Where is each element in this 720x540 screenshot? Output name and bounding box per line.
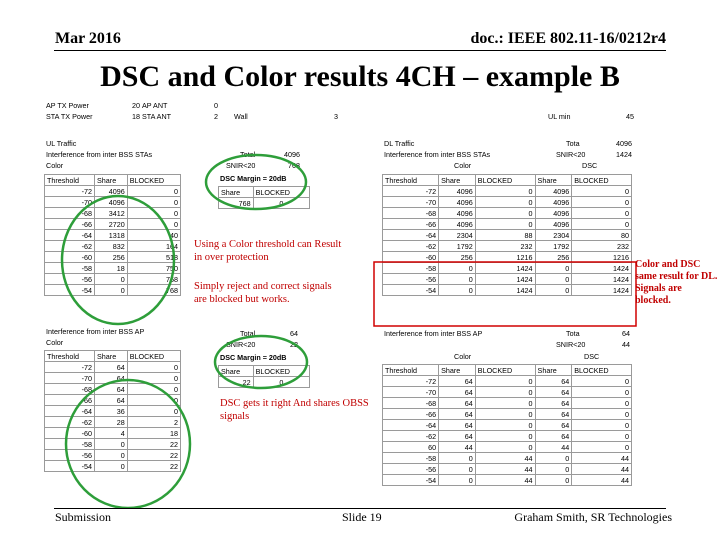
ap-ul-blocked-circle: [66, 380, 190, 508]
ap-dl-cell: 44: [439, 442, 476, 453]
ap-dl-cell: 0: [535, 475, 572, 486]
ul-cell: -60: [45, 252, 95, 263]
footer-rule: [54, 508, 666, 509]
ul-cell: -56: [45, 274, 95, 285]
ap-dl-cell: 0: [439, 453, 476, 464]
ap-ul-cell: 0: [127, 362, 180, 373]
ap-ul-cell: 28: [95, 417, 128, 428]
dl-cell: 0: [572, 197, 632, 208]
ul-col-header: BLOCKED: [127, 175, 180, 186]
ap-ul-cell: 36: [95, 406, 128, 417]
ap-ul-dsc-share: 22: [219, 377, 254, 388]
ap-ul-cell: -54: [45, 461, 95, 472]
dl-col-header: Share: [439, 175, 476, 186]
ap-ul-snir-label: SNIR<20: [226, 340, 256, 349]
dl-cell: -54: [383, 285, 439, 296]
ap-ul-dsc-margin-label: DSC Margin = 20dB: [220, 353, 287, 362]
header-rule: [54, 50, 666, 51]
footer-submission: Submission: [55, 510, 112, 524]
ap-ul-cell: 0: [127, 384, 180, 395]
dl-cell: 0: [535, 285, 572, 296]
dl-col-header: BLOCKED: [475, 175, 535, 186]
dl-cell: 0: [475, 197, 535, 208]
ul-cell: 0: [127, 186, 180, 197]
sta-tx-power-value: 18: [132, 112, 140, 121]
ap-ul-total-label: Total: [240, 329, 256, 338]
dl-cell: -62: [383, 241, 439, 252]
dl-col-header: BLOCKED: [572, 175, 632, 186]
ap-dl-cell: 64: [535, 431, 572, 442]
ap-dl-cell: 0: [475, 409, 535, 420]
dl-cell: -56: [383, 274, 439, 285]
ap-ul-cell: 64: [95, 384, 128, 395]
ap-ul-cell: 0: [95, 461, 128, 472]
dl-col-header: Share: [535, 175, 572, 186]
ap-ul-cell: 0: [127, 406, 180, 417]
ap-ul-col-header: BLOCKED: [127, 351, 180, 362]
ul-cell: 0: [127, 208, 180, 219]
ul-cell: -68: [45, 208, 95, 219]
ap-dl-col-header: Share: [535, 365, 572, 376]
ap-dl-cell: 64: [439, 409, 476, 420]
ap-ant-label: AP ANT: [142, 101, 168, 110]
ul-color-label: Color: [46, 161, 64, 170]
ap-dl-cell: 44: [475, 475, 535, 486]
ul-traffic-label: UL Traffic: [46, 139, 77, 148]
ul-cell: 4096: [95, 186, 128, 197]
dl-cell: 1424: [572, 274, 632, 285]
ap-dl-cell: 44: [475, 453, 535, 464]
ul-cell: 518: [127, 252, 180, 263]
ap-ul-cell: 22: [127, 450, 180, 461]
ul-dsc-share: 768: [219, 198, 254, 209]
dl-cell: 4096: [535, 208, 572, 219]
ap-ul-dsc-circle: [215, 336, 307, 388]
ap-ul-cell: 64: [95, 362, 128, 373]
ap-ul-cell: -68: [45, 384, 95, 395]
ul-dsc-circle: [206, 155, 306, 209]
dl-cell: 1216: [475, 252, 535, 263]
ap-dl-cell: -62: [383, 431, 439, 442]
footer-author: Graham Smith, SR Technologies: [514, 510, 672, 524]
ul-cell: 256: [95, 252, 128, 263]
dl-cell: 80: [572, 230, 632, 241]
dl-cell: 0: [439, 285, 476, 296]
dl-cell: -60: [383, 252, 439, 263]
ap-dl-cell: 64: [439, 387, 476, 398]
note-color-threshold: Using a Color threshold can Result in over protection: [194, 239, 342, 263]
wall-value: 3: [334, 112, 338, 121]
wall-label: Wall: [234, 112, 248, 121]
dl-cell: 232: [475, 241, 535, 252]
ul-dsc-blocked: 0: [253, 198, 309, 209]
dl-cell: 232: [572, 241, 632, 252]
ap-ul-cell: 22: [127, 461, 180, 472]
note-dsc-right: DSC gets it right And shares OBSS signals: [220, 398, 369, 422]
ul-col-header: Threshold: [45, 175, 95, 186]
slide-title: DSC and Color results 4CH – example B: [100, 60, 620, 93]
dl-color-label: Color: [454, 161, 472, 170]
ap-ul-total-value: 64: [290, 329, 298, 338]
dl-cell: 4096: [439, 186, 476, 197]
dl-cell: 4096: [439, 208, 476, 219]
dl-cell: 0: [572, 186, 632, 197]
dl-cell: 4096: [535, 197, 572, 208]
dl-snir-label: SNIR<20: [556, 150, 586, 159]
dl-cell: 1792: [535, 241, 572, 252]
ul-cell: -62: [45, 241, 95, 252]
ap-ul-cell: 18: [127, 428, 180, 439]
ul-cell: -64: [45, 230, 95, 241]
ap-tx-power-label: AP TX Power: [46, 101, 89, 110]
ul-cell: 0: [95, 274, 128, 285]
ap-ul-dsc-col-share: Share: [219, 366, 254, 377]
ap-dl-cell: 0: [475, 431, 535, 442]
ul-min-value: 45: [626, 112, 634, 121]
ap-dl-cell: 0: [475, 376, 535, 387]
annotation-overlay: [44, 98, 640, 508]
ap-dl-cell: 0: [535, 464, 572, 475]
ap-ul-cell: 64: [95, 373, 128, 384]
ap-ul-cell: -60: [45, 428, 95, 439]
ap-ul-cell: -64: [45, 406, 95, 417]
note-simply-reject: Simply reject and correct signals are blocked but works.: [194, 281, 332, 305]
ap-ul-color-label: Color: [46, 338, 64, 347]
dl-cell: 1792: [439, 241, 476, 252]
ap-ul-cell: 64: [95, 395, 128, 406]
dl-cell: -68: [383, 208, 439, 219]
dl-cell: -64: [383, 230, 439, 241]
ap-dl-cell: 44: [572, 453, 632, 464]
ul-cell: 768: [127, 285, 180, 296]
ap-ul-cell: 2: [127, 417, 180, 428]
ul-blocked-circle: [62, 196, 174, 324]
dl-cell: 1424: [475, 274, 535, 285]
dl-cell: 1424: [475, 263, 535, 274]
ul-cell: 4096: [95, 197, 128, 208]
ap-dl-color-label: Color: [454, 352, 472, 361]
dl-cell: -72: [383, 186, 439, 197]
dl-cell: 1424: [572, 263, 632, 274]
ul-cell: -54: [45, 285, 95, 296]
ap-dl-col-header: BLOCKED: [475, 365, 535, 376]
ap-ul-cell: 0: [95, 439, 128, 450]
dl-cell: 2304: [439, 230, 476, 241]
ap-ul-cell: 22: [127, 439, 180, 450]
dl-total-label: Tota: [566, 139, 580, 148]
dl-cell: 256: [439, 252, 476, 263]
ap-ul-col-header: Share: [95, 351, 128, 362]
ap-dl-total-label: Tota: [566, 329, 580, 338]
ap-dl-cell: 0: [572, 398, 632, 409]
ap-dl-cell: 64: [439, 376, 476, 387]
ul-min-label: UL min: [548, 112, 571, 121]
dl-cell: 0: [439, 274, 476, 285]
ap-dl-cell: 44: [535, 442, 572, 453]
ul-cell: -66: [45, 219, 95, 230]
ap-dl-cell: 64: [535, 398, 572, 409]
ul-total-label: Total: [240, 150, 256, 159]
ap-dl-cell: 64: [439, 398, 476, 409]
ap-dl-cell: -66: [383, 409, 439, 420]
ul-cell: 750: [127, 263, 180, 274]
ap-dl-cell: 64: [535, 376, 572, 387]
ul-cell: 0: [95, 285, 128, 296]
dl-cell: 4096: [535, 186, 572, 197]
ap-dl-col-header: Share: [439, 365, 476, 376]
ap-dl-cell: 0: [572, 387, 632, 398]
ul-cell: 768: [127, 274, 180, 285]
sta-ant-value: 2: [214, 112, 218, 121]
dl-cell: 2304: [535, 230, 572, 241]
dl-cell: 0: [475, 219, 535, 230]
ap-dl-cell: 64: [439, 431, 476, 442]
ap-ant-value: 0: [214, 101, 218, 110]
ul-cell: -70: [45, 197, 95, 208]
ap-dl-cell: 44: [475, 464, 535, 475]
ap-dl-cell: -72: [383, 376, 439, 387]
ap-dl-cell: 0: [475, 387, 535, 398]
ap-dl-cell: 0: [439, 475, 476, 486]
ap-dl-cell: -54: [383, 475, 439, 486]
ap-dl-cell: 44: [572, 475, 632, 486]
ap-dl-cell: 64: [535, 409, 572, 420]
ul-cell: 164: [127, 241, 180, 252]
ap-dl-interference-label: Interference from inter BSS AP: [384, 329, 483, 338]
ap-dl-cell: 0: [475, 398, 535, 409]
ul-cell: 40: [127, 230, 180, 241]
ul-col-header: Share: [95, 175, 128, 186]
ap-ul-cell: -70: [45, 373, 95, 384]
ap-dl-dsc-label: DSC: [584, 352, 600, 361]
ap-dl-total-value: 64: [622, 329, 630, 338]
dl-snir-value: 1424: [616, 150, 632, 159]
ap-dl-cell: -64: [383, 420, 439, 431]
ap-ul-interference-label: Interference from inter BSS AP: [46, 327, 145, 336]
ap-dl-cell: -70: [383, 387, 439, 398]
header-date: Mar 2016: [55, 30, 121, 47]
ap-ul-col-header: Threshold: [45, 351, 95, 362]
sta-ant-label: STA ANT: [142, 112, 172, 121]
ap-dl-col-header: Threshold: [383, 365, 439, 376]
ul-interference-label: Interference from inter BSS STAs: [46, 150, 153, 159]
ap-tx-power-value: 20: [132, 101, 140, 110]
ul-cell: 3412: [95, 208, 128, 219]
ul-snir-label: SNIR<20: [226, 161, 256, 170]
ap-ul-cell: 0: [95, 450, 128, 461]
ap-dl-cell: 0: [572, 442, 632, 453]
ap-dl-col-header: BLOCKED: [572, 365, 632, 376]
dl-cell: 1424: [475, 285, 535, 296]
ap-ul-cell: 0: [127, 373, 180, 384]
dl-cell: 1424: [572, 285, 632, 296]
ul-cell: 2720: [95, 219, 128, 230]
ap-dl-cell: 44: [572, 464, 632, 475]
ul-cell: 0: [127, 197, 180, 208]
dl-cell: 1216: [572, 252, 632, 263]
ap-dl-cell: 0: [572, 376, 632, 387]
ap-ul-cell: 0: [127, 395, 180, 406]
ap-dl-cell: 0: [535, 453, 572, 464]
dl-cell: 0: [475, 208, 535, 219]
ul-cell: 0: [127, 219, 180, 230]
ap-dl-cell: 0: [475, 442, 535, 453]
dl-interference-label: Interference from inter BSS STAs: [384, 150, 491, 159]
dl-cell: 0: [535, 274, 572, 285]
ap-dl-cell: 0: [475, 420, 535, 431]
ap-dl-cell: 64: [439, 420, 476, 431]
ul-dsc-col-share: Share: [219, 187, 254, 198]
spreadsheet-image: [44, 98, 640, 508]
ap-ul-cell: -58: [45, 439, 95, 450]
ap-dl-cell: -56: [383, 464, 439, 475]
ul-total-value: 4096: [284, 150, 300, 159]
ul-cell: 18: [95, 263, 128, 274]
ap-dl-cell: 0: [439, 464, 476, 475]
dl-cell: 88: [475, 230, 535, 241]
dl-dsc-label: DSC: [582, 161, 598, 170]
sta-tx-power-label: STA TX Power: [46, 112, 93, 121]
ap-ul-cell: -72: [45, 362, 95, 373]
ap-ul-snir-value: 22: [290, 340, 298, 349]
side-note-color-dsc: Color and DSC same result for DL. Signals are blocked.: [635, 259, 718, 306]
footer-slide-number: Slide 19: [342, 510, 382, 524]
ap-dl-cell: 0: [572, 420, 632, 431]
dl-cell: 0: [535, 263, 572, 274]
ul-cell: 832: [95, 241, 128, 252]
dl-total-value: 4096: [616, 139, 632, 148]
ap-ul-cell: -62: [45, 417, 95, 428]
dl-cell: 256: [535, 252, 572, 263]
ap-ul-cell: 4: [95, 428, 128, 439]
ap-dl-cell: 64: [535, 420, 572, 431]
ul-cell: 1318: [95, 230, 128, 241]
ap-ul-dsc-col-blocked: BLOCKED: [253, 366, 309, 377]
ul-cell: -58: [45, 263, 95, 274]
ul-snir-value: 768: [288, 161, 300, 170]
ap-ul-cell: -56: [45, 450, 95, 461]
ap-dl-cell: -68: [383, 398, 439, 409]
dl-cell: -58: [383, 263, 439, 274]
dl-cell: -66: [383, 219, 439, 230]
dl-traffic-label: DL Traffic: [384, 139, 415, 148]
ap-dl-cell: 0: [572, 409, 632, 420]
ap-dl-snir-value: 44: [622, 340, 630, 349]
dl-cell: 4096: [535, 219, 572, 230]
dl-cell: -70: [383, 197, 439, 208]
header-doc-id: doc.: IEEE 802.11-16/0212r4: [470, 30, 666, 47]
dl-col-header: Threshold: [383, 175, 439, 186]
ap-ul-dsc-blocked: 0: [253, 377, 309, 388]
dl-cell: 0: [439, 263, 476, 274]
dl-cell: 0: [572, 208, 632, 219]
dl-blocked-highlight: [374, 262, 636, 326]
dl-cell: 0: [572, 219, 632, 230]
dl-cell: 4096: [439, 219, 476, 230]
ap-dl-snir-label: SNIR<20: [556, 340, 586, 349]
ul-dsc-col-blocked: BLOCKED: [253, 187, 309, 198]
dl-cell: 4096: [439, 197, 476, 208]
ap-dl-cell: 64: [535, 387, 572, 398]
ap-dl-cell: 60: [383, 442, 439, 453]
ap-dl-cell: -58: [383, 453, 439, 464]
ul-cell: -72: [45, 186, 95, 197]
ul-dsc-margin-label: DSC Margin = 20dB: [220, 174, 287, 183]
ap-ul-cell: -66: [45, 395, 95, 406]
ap-dl-cell: 0: [572, 431, 632, 442]
dl-cell: 0: [475, 186, 535, 197]
